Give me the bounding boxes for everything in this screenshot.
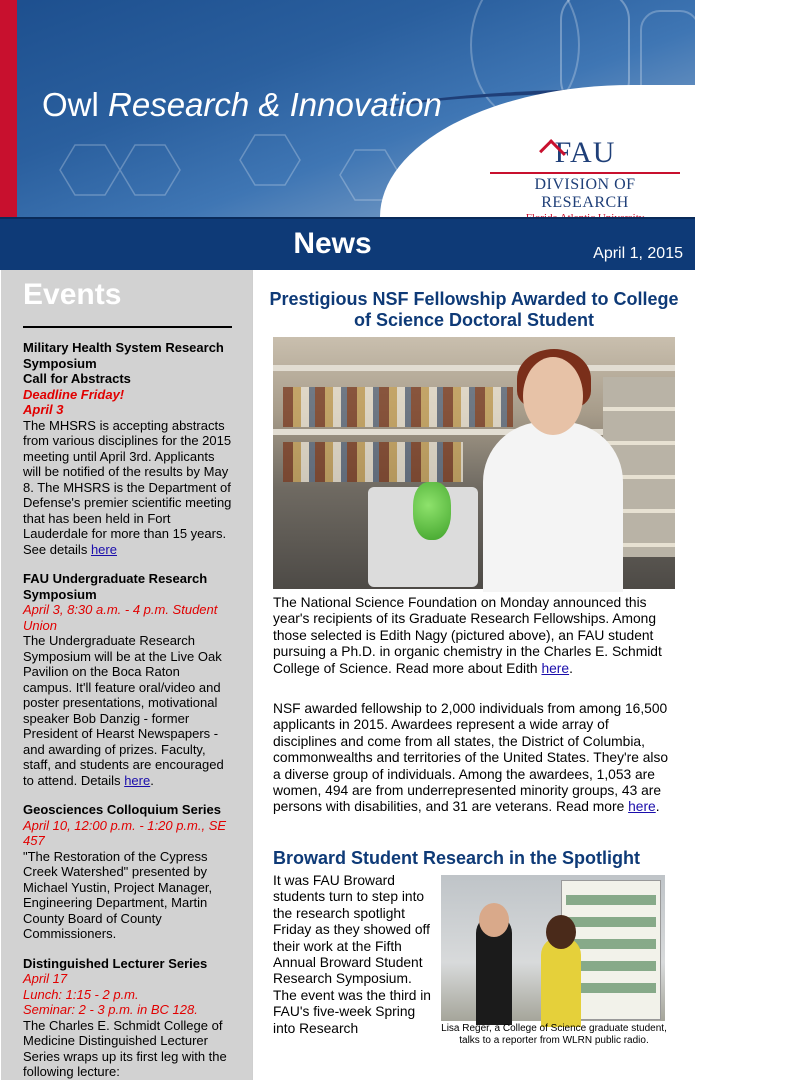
- title-research-innovation: Research & Innovation: [108, 86, 442, 123]
- event-item: [1, 802, 252, 942]
- event-lunch-time: Lunch: 1:15 - 2 p.m.: [23, 986, 139, 1002]
- lab-researcher-photo: [273, 337, 675, 589]
- logo-divider: [490, 172, 680, 174]
- article-text: The National Science Foundation on Monday announced this year's recipients of its Graduate Research Fellowships. Among those selected is Edith Nagy (pictured above), an FAU student pursuing a Ph.D. in organic chemistry in the Charles E. Schmidt College of Science. Read more about Edith: [273, 595, 662, 676]
- event-deadline: Deadline Friday!: [23, 386, 125, 402]
- event-body: "The Restoration of the Cypress Creek Watershed" presented by Michael Yustin, Project Manager, Engineering Department, Martin County Board of County Commissioners.: [23, 848, 213, 941]
- article-paragraph: [273, 595, 675, 677]
- period-text: .: [569, 660, 573, 676]
- event-details-link[interactable]: here: [90, 541, 117, 557]
- event-title: Military Health System Research Symposium: [23, 340, 224, 371]
- red-accent-bar: [0, 0, 17, 217]
- event-item: [1, 340, 252, 557]
- student-interview-photo: [441, 875, 665, 1021]
- logo-division: DIVISION OF RESEARCH: [534, 176, 636, 211]
- news-heading: News: [293, 227, 372, 260]
- main-content: [252, 270, 695, 1080]
- header-banner: [0, 0, 695, 217]
- article-title[interactable]: Broward Student Research in the Spotlight: [273, 847, 641, 868]
- event-title: Geosciences Colloquium Series: [23, 802, 221, 817]
- event-date: April 17: [23, 971, 68, 986]
- photo-person-head: [546, 915, 576, 949]
- photo-shelf: [273, 365, 675, 371]
- logo-fau: FAU: [490, 136, 680, 170]
- photo-person-reporter: [541, 937, 581, 1027]
- broward-article: [273, 873, 675, 1073]
- event-body: The MHSRS is accepting abstracts from various disciplines for the 2015 meeting until April 3rd. Applicants will be notified of the results by May 8. The MHSRS is the Department of Defense's premier scientific meeting that has been held in Fort Lauderdale for more than 15 years. See details: [23, 417, 232, 557]
- molecule-pattern-graphic: [40, 130, 420, 210]
- article-text: It was FAU Broward students turn to step into the research spotlight Friday as they showed off their work at the Fifth Annual Broward Student Research Symposium. The event was the third in FAU's five-week Spring into Research: [273, 872, 431, 1036]
- read-more-link[interactable]: here: [628, 799, 656, 815]
- event-title: Distinguished Lecturer Series: [23, 955, 208, 971]
- event-date: April 3: [23, 402, 64, 417]
- photo-person-head: [479, 903, 509, 937]
- news-bar: [0, 217, 695, 270]
- period-text: .: [655, 799, 660, 815]
- event-details-link[interactable]: here: [124, 772, 151, 788]
- read-more-link[interactable]: here: [541, 660, 570, 676]
- event-subtitle: Call for Abstracts: [23, 371, 131, 386]
- event-body: The Undergraduate Research Symposium will be at the Live Oak Pavilion on the Boca Raton campus. It'll feature oral/video and poster presentations, motivational speaker Bob Danzig - former President of Hearst Newspapers - and awarding of prizes. Faculty, staff, and students are encouraged to attend. Details: [23, 633, 224, 788]
- events-divider: [23, 326, 232, 328]
- events-heading: Events: [23, 278, 122, 311]
- event-item: [1, 571, 252, 788]
- photo-lab-coat: [483, 422, 623, 592]
- event-date: April 3, 8:30 a.m. - 4 p.m. Student Union: [23, 602, 218, 633]
- issue-date: April 1, 2015: [593, 245, 683, 262]
- photo-caption: Lisa Reger, a College of Science graduate student, talks to a reporter from WLRN public radio.: [441, 1022, 667, 1046]
- photo-face: [523, 357, 583, 435]
- newsletter-title: [42, 86, 442, 124]
- photo-green-flask: [413, 482, 451, 540]
- event-body: The Charles E. Schmidt College of Medicine Distinguished Lecturer Series wraps up its first leg with the following lecture:: [23, 1017, 227, 1079]
- event-title: FAU Undergraduate Research Symposium: [23, 571, 208, 602]
- event-item: [1, 956, 252, 1080]
- title-owl: Owl: [42, 86, 99, 123]
- article-paragraph: [273, 701, 675, 816]
- fau-division-logo[interactable]: [490, 136, 680, 224]
- events-sidebar: [0, 270, 252, 1080]
- event-date: April 10, 12:00 p.m. - 1:20 p.m., SE 457: [23, 817, 227, 848]
- period-text: .: [150, 772, 154, 788]
- article-title[interactable]: Prestigious NSF Fellowship Awarded to College of Science Doctoral Student: [269, 289, 679, 330]
- photo-bottles: [283, 387, 513, 427]
- article-text: NSF awarded fellowship to 2,000 individuals from among 16,500 applicants in 2015. Awardees represent a wide array of disciplines and come from all states, the District of Columbia, commonwealths and territories of the United States. They're also a diverse group of individuals. Among the awardees, 1,053 are women, 494 are from underrepresented minority groups, 43 are persons with disabilities, and 31 are veterans. Read more: [273, 701, 669, 815]
- event-seminar-time: Seminar: 2 - 3 p.m. in BC 128.: [23, 1002, 198, 1017]
- photo-bottles: [283, 442, 463, 482]
